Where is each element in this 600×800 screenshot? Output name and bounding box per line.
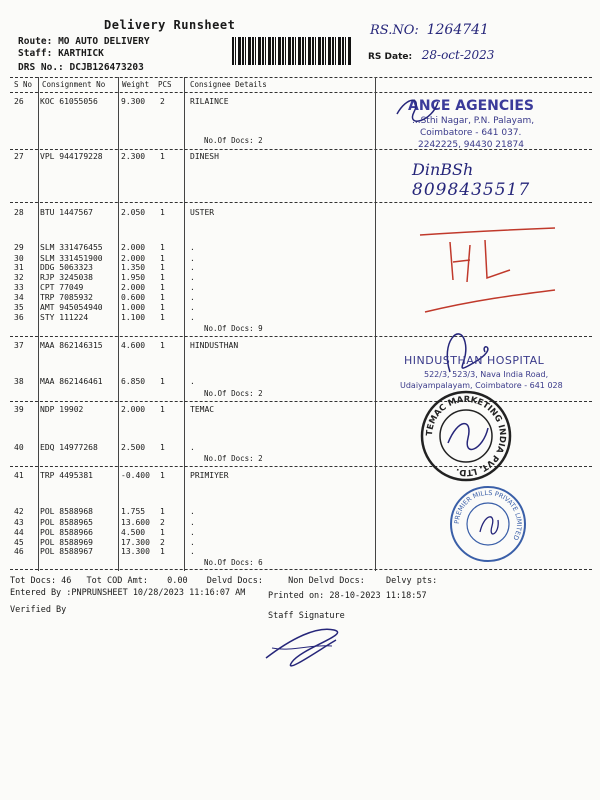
non-delivered-docs: Non Delvd Docs: — [288, 576, 365, 586]
row-consignment-no: POL 8588965 — [40, 518, 93, 527]
svg-text:TEMAC MARKETING INDIA PVT. LTD — [425, 395, 507, 477]
row-weight: 2.000 — [121, 254, 146, 263]
row-weight: 2.050 — [121, 208, 146, 217]
column-header-sno: S No — [14, 80, 33, 89]
row-consignee: . — [190, 254, 195, 263]
row-pcs: 2 — [160, 538, 165, 547]
row-pcs: 1 — [160, 273, 165, 282]
header-top-rule — [10, 77, 592, 78]
row-sno: 37 — [14, 341, 24, 350]
group-docs-count: No.Of Docs: 9 — [204, 324, 263, 333]
row-consignment-no: SLM 331476455 — [40, 243, 103, 252]
row-sno: 35 — [14, 303, 24, 312]
row-sno: 34 — [14, 293, 24, 302]
row-consignment-no: TRP 7085932 — [40, 293, 93, 302]
row-weight: 2.500 — [121, 443, 146, 452]
verified-by-label: Verified By — [10, 605, 67, 615]
row-consignment-no: CPT 77049 — [40, 283, 84, 292]
row-consignee: . — [190, 507, 195, 516]
temac-stamp-text: TEMAC MARKETING INDIA PVT. LTD. — [424, 394, 508, 478]
row-pcs: 1 — [160, 405, 165, 414]
row-pcs: 1 — [160, 208, 165, 217]
row-consignment-no: POL 8588968 — [40, 507, 93, 516]
row-consignment-no: POL 8588966 — [40, 528, 93, 537]
premier-stamp-text: PREMIER MILLS PRIVATE LIMITED — [452, 488, 524, 542]
temac-round-stamp — [418, 388, 514, 484]
row-sno: 38 — [14, 377, 24, 386]
hospital-stamp-line: 522/3, 523/3, Nava India Road, — [424, 370, 549, 379]
row-sno: 29 — [14, 243, 24, 252]
row-consignment-no: VPL 944179228 — [40, 152, 103, 161]
col-divider — [184, 77, 185, 571]
row-consignee: HINDUSTHAN — [190, 341, 239, 350]
row-weight: 13.600 — [121, 518, 150, 527]
reliance-stamp-line: ...Sthi Nagar, P.N. Palayam, — [412, 116, 535, 126]
group-docs-count: No.Of Docs: 2 — [204, 454, 263, 463]
rs-no-line — [370, 22, 489, 38]
row-pcs: 1 — [160, 507, 165, 516]
table-bottom-rule — [10, 569, 592, 570]
staff-signature-label: Staff Signature — [268, 611, 345, 621]
row-sno: 44 — [14, 528, 24, 537]
row-consignee: . — [190, 303, 195, 312]
row-weight: 4.600 — [121, 341, 146, 350]
row-consignment-no: MAA 862146461 — [40, 377, 103, 386]
row-pcs: 1 — [160, 254, 165, 263]
reliance-stamp-line: Coimbatore - 641 037. — [420, 128, 522, 138]
group-rule — [10, 202, 592, 203]
row-consignment-no: KOC 61055056 — [40, 97, 98, 106]
row-weight: 1.950 — [121, 273, 146, 282]
row-consignee: . — [190, 293, 195, 302]
reliance-stamp-title: ANCE AGENCIES — [408, 98, 534, 114]
row-pcs: 1 — [160, 377, 165, 386]
route-value: MO AUTO DELIVERY — [58, 36, 150, 47]
route-line — [18, 36, 150, 47]
row-pcs: 1 — [160, 528, 165, 537]
staff-signature-icon — [262, 618, 342, 668]
row-weight: 4.500 — [121, 528, 146, 537]
row-consignment-no: NDP 19902 — [40, 405, 84, 414]
row-consignment-no: MAA 862146315 — [40, 341, 103, 350]
row-sno: 27 — [14, 152, 24, 161]
row-consignee: . — [190, 443, 195, 452]
reliance-stamp-line: 2242225, 94430 21874 — [418, 140, 524, 150]
handwritten-phone: 8098435517 — [412, 180, 531, 200]
row-consignee: USTER — [190, 208, 215, 217]
row-pcs: 1 — [160, 547, 165, 556]
row-sno: 46 — [14, 547, 24, 556]
row-pcs: 2 — [160, 518, 165, 527]
row-consignee: RILAINCE — [190, 97, 229, 106]
row-consignment-no: BTU 1447567 — [40, 208, 93, 217]
entered-by: Entered By :PNPRUNSHEET 10/28/2023 11:16:07 AM — [10, 588, 246, 598]
row-consignee: . — [190, 377, 195, 386]
handwritten-receiver-name: DinBSh — [412, 160, 474, 179]
row-consignee: . — [190, 263, 195, 272]
row-weight: 1.000 — [121, 303, 146, 312]
row-pcs: 1 — [160, 263, 165, 272]
column-header-consignment: Consignment No — [42, 80, 106, 89]
row-weight: 2.000 — [121, 283, 146, 292]
row-sno: 28 — [14, 208, 24, 217]
row-weight: 2.000 — [121, 243, 146, 252]
row-pcs: 1 — [160, 243, 165, 252]
row-sno: 40 — [14, 443, 24, 452]
row-pcs: 1 — [160, 293, 165, 302]
col-divider — [118, 77, 119, 571]
route-label: Route: — [18, 36, 53, 47]
row-consignee: . — [190, 528, 195, 537]
total-cod-value: 0.00 — [167, 576, 188, 586]
row-consignment-no: DDG 5063323 — [40, 263, 93, 272]
row-sno: 26 — [14, 97, 24, 106]
row-weight: 13.300 — [121, 547, 150, 556]
reliance-signature-icon — [392, 94, 442, 124]
drs-value: DCJB126473203 — [69, 62, 144, 73]
rs-no-label: RS.NO: — [370, 23, 419, 38]
staff-value: KARTHICK — [58, 48, 104, 59]
group-docs-count: No.Of Docs: 2 — [204, 136, 263, 145]
row-consignment-no: RJP 3245038 — [40, 273, 93, 282]
delivery-points: Delvy pts: — [386, 576, 438, 586]
row-sno: 43 — [14, 518, 24, 527]
row-weight: 1.755 — [121, 507, 146, 516]
row-weight: 2.300 — [121, 152, 146, 161]
row-sno: 36 — [14, 313, 24, 322]
footer-totals-line — [10, 576, 437, 586]
row-weight: 0.600 — [121, 293, 146, 302]
row-sno: 30 — [14, 254, 24, 263]
total-docs: Tot Docs: 46 — [10, 576, 72, 586]
row-weight: 2.000 — [121, 405, 146, 414]
hospital-stamp-title: HINDUSTHAN HOSPITAL — [404, 354, 545, 367]
row-pcs: 1 — [160, 313, 165, 322]
printed-on: Printed on: 28-10-2023 11:18:57 — [268, 591, 427, 601]
column-header-consignee: Consignee Details — [190, 80, 267, 89]
row-consignment-no: STY 111224 — [40, 313, 89, 322]
col-divider — [375, 77, 376, 571]
row-consignee: TEMAC — [190, 405, 215, 414]
row-sno: 31 — [14, 263, 24, 272]
group-docs-count: No.Of Docs: 2 — [204, 389, 263, 398]
row-pcs: 1 — [160, 283, 165, 292]
staff-label: Staff: — [18, 48, 53, 59]
row-consignment-no: TRP 4495381 — [40, 471, 93, 480]
group-rule — [10, 336, 592, 337]
total-cod-label: Tot COD Amt: — [86, 576, 148, 586]
delivered-docs: Delvd Docs: — [206, 576, 263, 586]
row-consignee: . — [190, 313, 195, 322]
row-consignment-no: POL 8588969 — [40, 538, 93, 547]
row-consignee: . — [190, 283, 195, 292]
row-pcs: 2 — [160, 97, 165, 106]
row-consignee: . — [190, 538, 195, 547]
row-consignment-no: POL 8588967 — [40, 547, 93, 556]
row-weight: -0.400 — [121, 471, 150, 480]
row-weight: 17.300 — [121, 538, 150, 547]
group-docs-count: No.Of Docs: 6 — [204, 558, 263, 567]
row-sno: 45 — [14, 538, 24, 547]
page-title: Delivery Runsheet — [104, 18, 236, 32]
col-divider — [38, 77, 39, 571]
row-consignee: . — [190, 273, 195, 282]
row-consignee: . — [190, 547, 195, 556]
row-consignee: . — [190, 518, 195, 527]
rs-date-value: 28-oct-2023 — [421, 48, 495, 62]
barcode — [232, 37, 352, 65]
drs-label: DRS No.: — [18, 62, 64, 73]
row-pcs: 1 — [160, 471, 165, 480]
column-header-weight: Weight — [122, 80, 150, 89]
row-consignee: PRIMIYER — [190, 471, 229, 480]
row-weight: 6.850 — [121, 377, 146, 386]
row-pcs: 1 — [160, 341, 165, 350]
row-pcs: 1 — [160, 443, 165, 452]
rs-date-line — [368, 44, 494, 63]
row-consignment-no: EDQ 14977268 — [40, 443, 98, 452]
row-sno: 32 — [14, 273, 24, 282]
staff-line — [18, 48, 104, 59]
column-header-pcs: PCS — [158, 80, 172, 89]
row-consignee: . — [190, 243, 195, 252]
row-sno: 39 — [14, 405, 24, 414]
row-sno: 42 — [14, 507, 24, 516]
row-consignment-no: AMT 945054940 — [40, 303, 103, 312]
row-pcs: 1 — [160, 303, 165, 312]
red-pen-signature-icon — [415, 220, 565, 320]
row-consignee: DINESH — [190, 152, 219, 161]
row-pcs: 1 — [160, 152, 165, 161]
premier-round-stamp — [448, 484, 528, 564]
rs-date-label: RS Date: — [368, 52, 413, 62]
drs-line — [18, 62, 144, 73]
rs-no-value: 1264741 — [426, 22, 489, 38]
row-sno: 41 — [14, 471, 24, 480]
hospital-stamp-line: Udaiyampalayam, Coimbatore - 641 028 — [400, 381, 563, 390]
row-consignment-no: SLM 331451900 — [40, 254, 103, 263]
row-weight: 1.350 — [121, 263, 146, 272]
row-weight: 1.100 — [121, 313, 146, 322]
row-sno: 33 — [14, 283, 24, 292]
header-bottom-rule — [10, 92, 592, 93]
row-weight: 9.300 — [121, 97, 146, 106]
